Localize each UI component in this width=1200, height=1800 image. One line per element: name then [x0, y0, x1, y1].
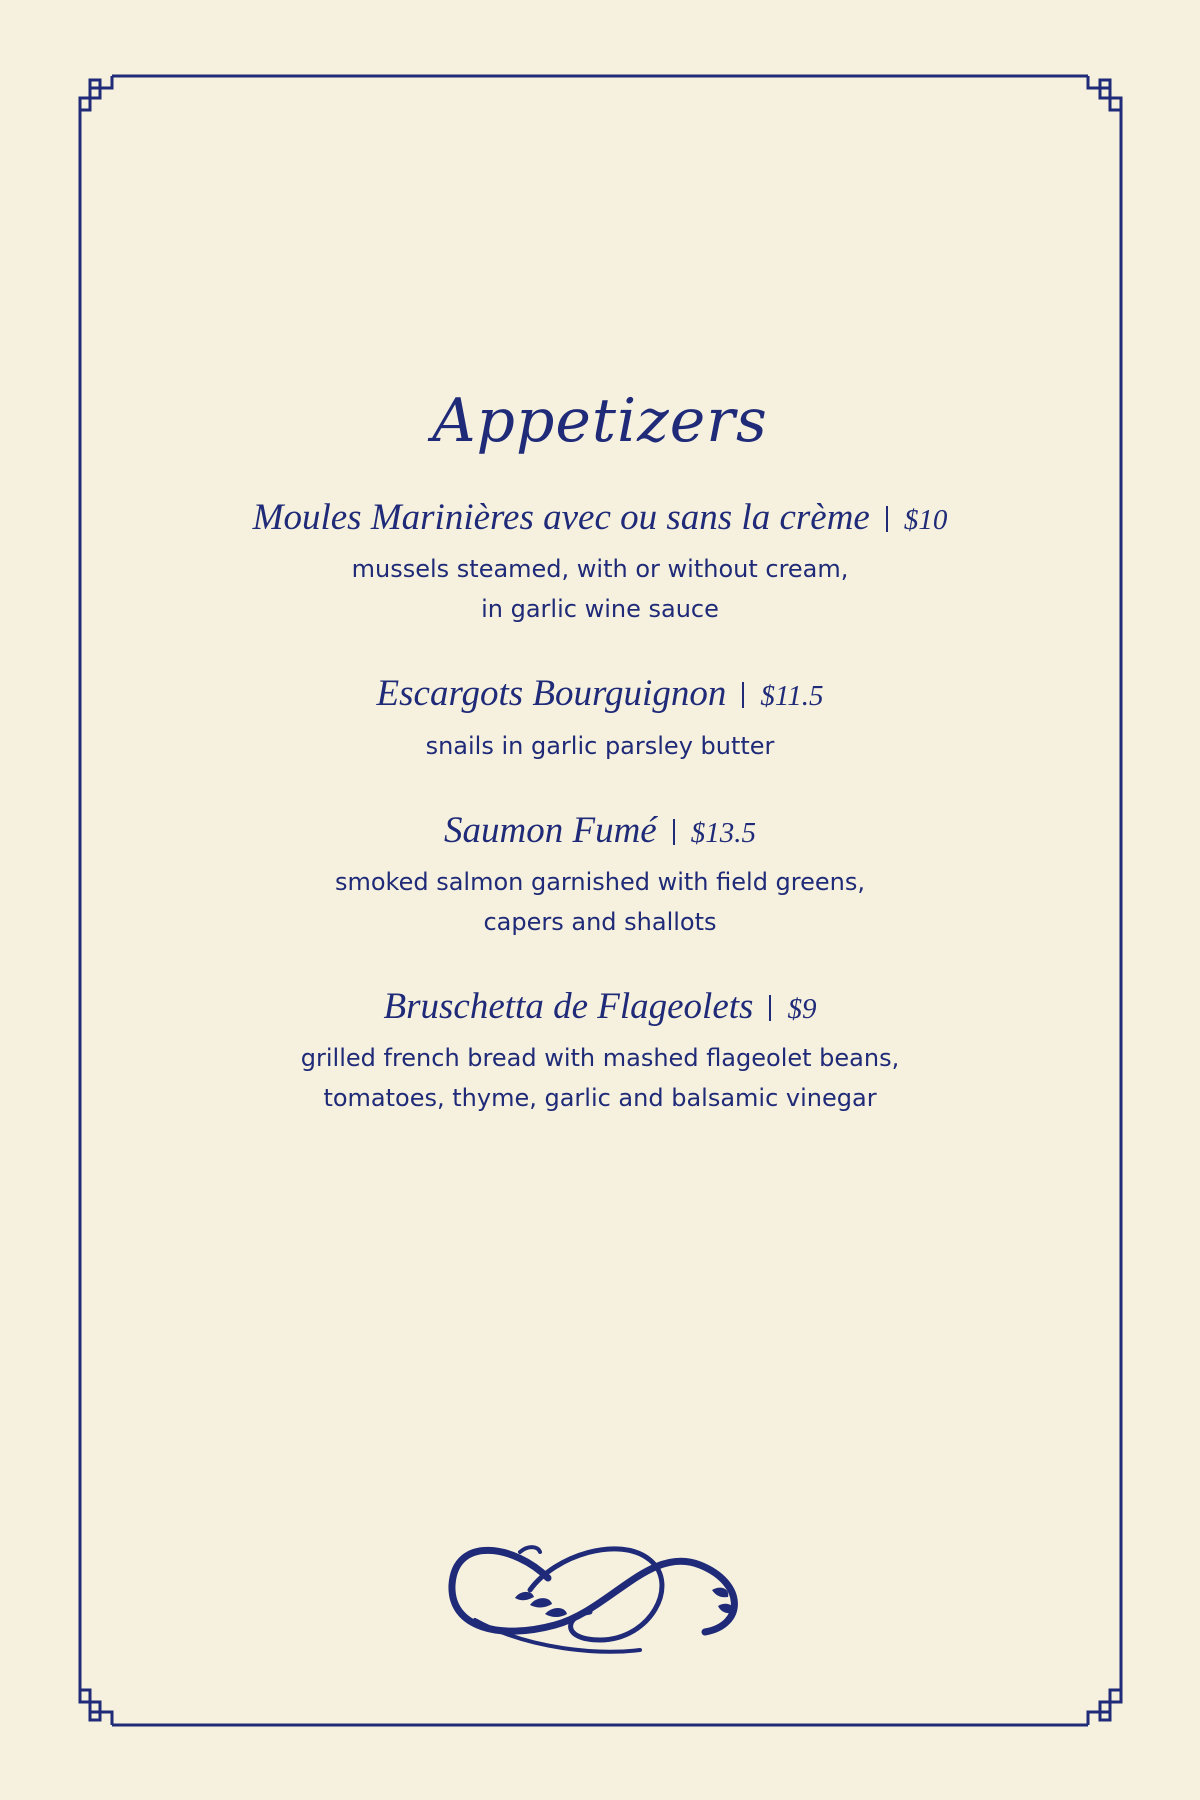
menu-item-header: [0, 671, 1200, 717]
price-separator: [769, 995, 771, 1021]
price-separator: [886, 506, 888, 532]
flourish-ornament-drops: [515, 1588, 734, 1617]
menu-title: Appetizers: [432, 386, 768, 456]
menu-item-description: snails in garlic parsley butter: [425, 731, 775, 760]
menu-item-name: Bruschetta de Flageolets: [383, 985, 754, 1027]
menu-item-header: [0, 984, 1200, 1030]
frame-corner-top-right: [1088, 76, 1121, 110]
menu-item-description: smoked salmon garnished with field greens, capers and shallots: [334, 867, 866, 936]
frame-corner-bottom-left: [80, 1690, 112, 1725]
menu-item-price: $10: [903, 504, 948, 536]
menu-item-name: Saumon Fumé: [444, 809, 657, 851]
menu-item: [0, 671, 1200, 765]
frame-corner-bottom-right: [1088, 1690, 1121, 1725]
flourish-ornament: [452, 1547, 734, 1652]
frame-corner-top-left: [80, 76, 112, 110]
menu-item-description: mussels steamed, with or without cream, in garlic wine sauce: [351, 555, 849, 624]
menu-item-price: $11.5: [760, 680, 824, 713]
menu-item-header: [0, 495, 1200, 541]
menu-item-price: $9: [787, 992, 817, 1025]
menu-item-description: grilled french bread with mashed flageolet beans, tomatoes, thyme, garlic and balsamic vinegar: [300, 1044, 900, 1112]
price-separator: [742, 682, 744, 708]
price-separator: [673, 819, 675, 845]
menu-section: [0, 385, 1200, 1160]
menu-item: [0, 984, 1200, 1118]
menu-item-name: Moules Marinières avec ou sans la crème: [252, 497, 870, 538]
menu-item: [0, 495, 1200, 629]
menu-item-header: [0, 808, 1200, 854]
menu-item-name: Escargots Bourguignon: [376, 673, 727, 715]
menu-item: [0, 808, 1200, 942]
menu-item-price: $13.5: [690, 816, 756, 849]
